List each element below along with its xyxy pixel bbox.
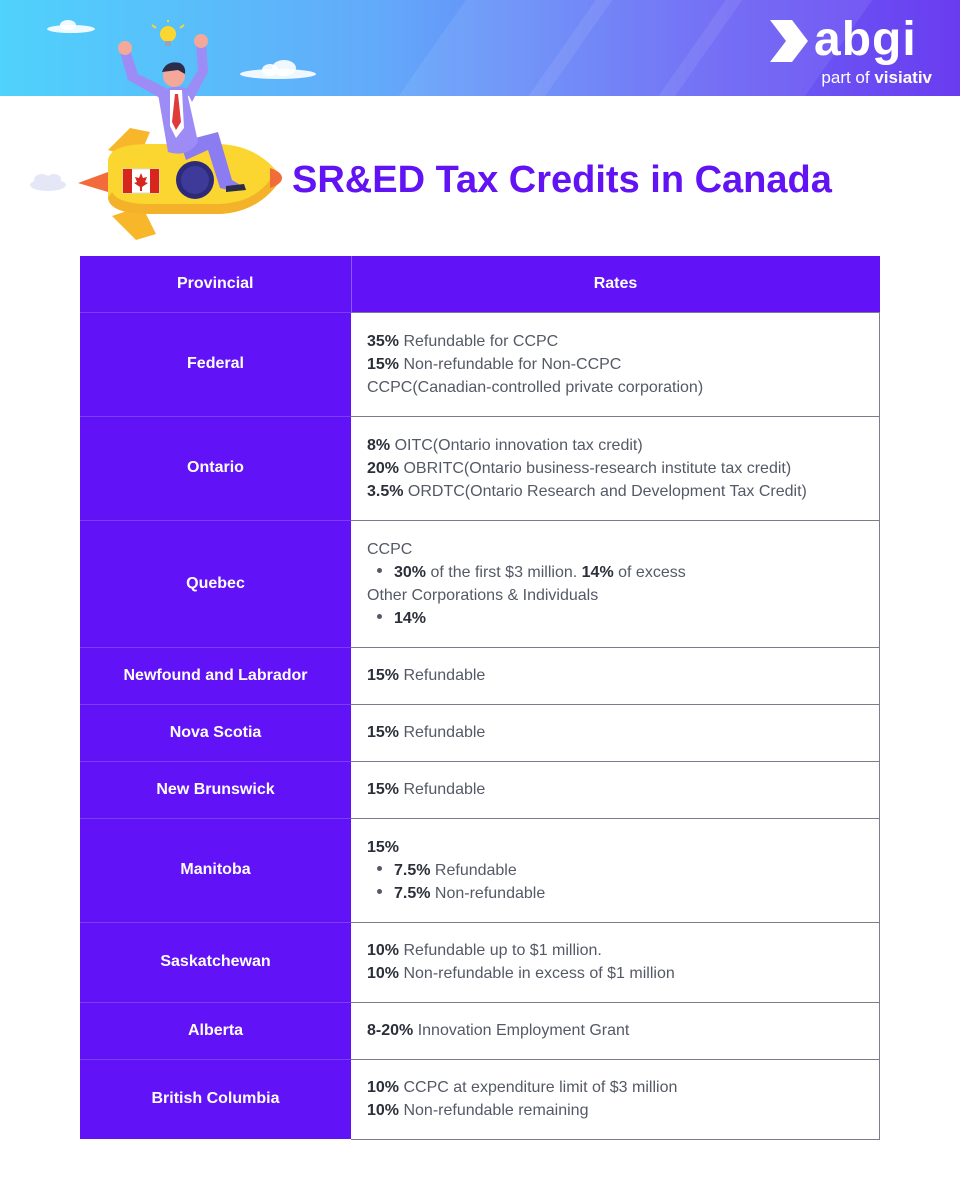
tax-credit-table [80, 256, 880, 1140]
exhaust-cloud-icon [30, 174, 66, 191]
rate-line: 10% Non-refundable remaining [367, 1102, 589, 1119]
rates-cell [351, 520, 880, 647]
province-cell: New Brunswick [80, 761, 351, 818]
table-row-quebec [80, 520, 880, 647]
logo-subline-brand: visiativ [874, 68, 932, 87]
rates-cell [351, 1059, 880, 1139]
rates-cell [351, 704, 880, 761]
rate-line: 15% Refundable [367, 781, 486, 798]
rocket-businessman-illustration [20, 20, 290, 245]
rate-line: 15% Refundable [367, 667, 486, 684]
logo-wordmark: abgi [814, 13, 917, 66]
page-title: SR&ED Tax Credits in Canada [292, 159, 832, 201]
arrow-logo-icon [766, 16, 810, 66]
province-cell: Nova Scotia [80, 704, 351, 761]
table-row-ontario [80, 416, 880, 520]
province-cell: Saskatchewan [80, 922, 351, 1002]
rates-cell [351, 761, 880, 818]
rate-line: 35% Refundable for CCPC [367, 332, 559, 350]
table-row-newfoundland [80, 647, 880, 704]
table-row-british-columbia [80, 1059, 880, 1139]
province-cell: Federal [80, 312, 351, 416]
bullet-dot-icon [377, 889, 382, 894]
province-cell: Ontario [80, 416, 351, 520]
logo-subline-prefix: part of [821, 68, 870, 87]
bullet-item: 14% [367, 607, 863, 630]
table-row-federal [80, 312, 880, 416]
rate-line: 3.5% ORDTC(Ontario Research and Development Tax Credit) [367, 482, 807, 500]
province-cell: Newfound and Labrador [80, 647, 351, 704]
header-rates: Rates [351, 256, 880, 312]
rate-line: 20% OBRITC(Ontario business-research institute tax credit) [367, 459, 792, 477]
rate-line: 15% Refundable [367, 724, 486, 741]
rate-line: 10% Non-refundable in excess of $1 million [367, 965, 675, 982]
logo-subline [821, 68, 932, 88]
bullet-dot-icon [377, 866, 382, 871]
rates-cell [351, 647, 880, 704]
rates-cell [351, 922, 880, 1002]
rate-line: Other Corporations & Individuals [367, 586, 599, 604]
abgi-logo[interactable] [766, 10, 946, 90]
bullet-item: 7.5% Non-refundable [367, 882, 863, 905]
province-cell: Manitoba [80, 818, 351, 922]
bullet-item: 30% of the first $3 million. 14% of excess [367, 561, 863, 584]
header-provincial: Provincial [80, 256, 351, 312]
province-cell: British Columbia [80, 1059, 351, 1139]
table-row-nova-scotia [80, 704, 880, 761]
table-row-alberta [80, 1002, 880, 1059]
bullet-dot-icon [377, 568, 382, 573]
rates-cell [351, 312, 880, 416]
rates-cell [351, 818, 880, 922]
rates-cell [351, 416, 880, 520]
table-header-row [80, 256, 880, 312]
province-cell: Alberta [80, 1002, 351, 1059]
rate-line: CCPC(Canadian-controlled private corporation) [367, 378, 704, 396]
rate-line: 10% CCPC at expenditure limit of $3 million [367, 1079, 678, 1096]
table-row-saskatchewan [80, 922, 880, 1002]
rate-line: CCPC [367, 540, 413, 558]
rate-line: 8% OITC(Ontario innovation tax credit) [367, 436, 643, 454]
rate-line: 15% Non-refundable for Non-CCPC [367, 355, 622, 373]
bullet-dot-icon [377, 614, 382, 619]
rates-cell [351, 1002, 880, 1059]
rate-line: 10% Refundable up to $1 million. [367, 942, 602, 959]
province-cell: Quebec [80, 520, 351, 647]
rate-line: 15% [367, 838, 400, 856]
table-row-manitoba [80, 818, 880, 922]
bullet-item: 7.5% Refundable [367, 859, 863, 882]
rate-line: 8-20% Innovation Employment Grant [367, 1022, 630, 1039]
table-row-new-brunswick [80, 761, 880, 818]
